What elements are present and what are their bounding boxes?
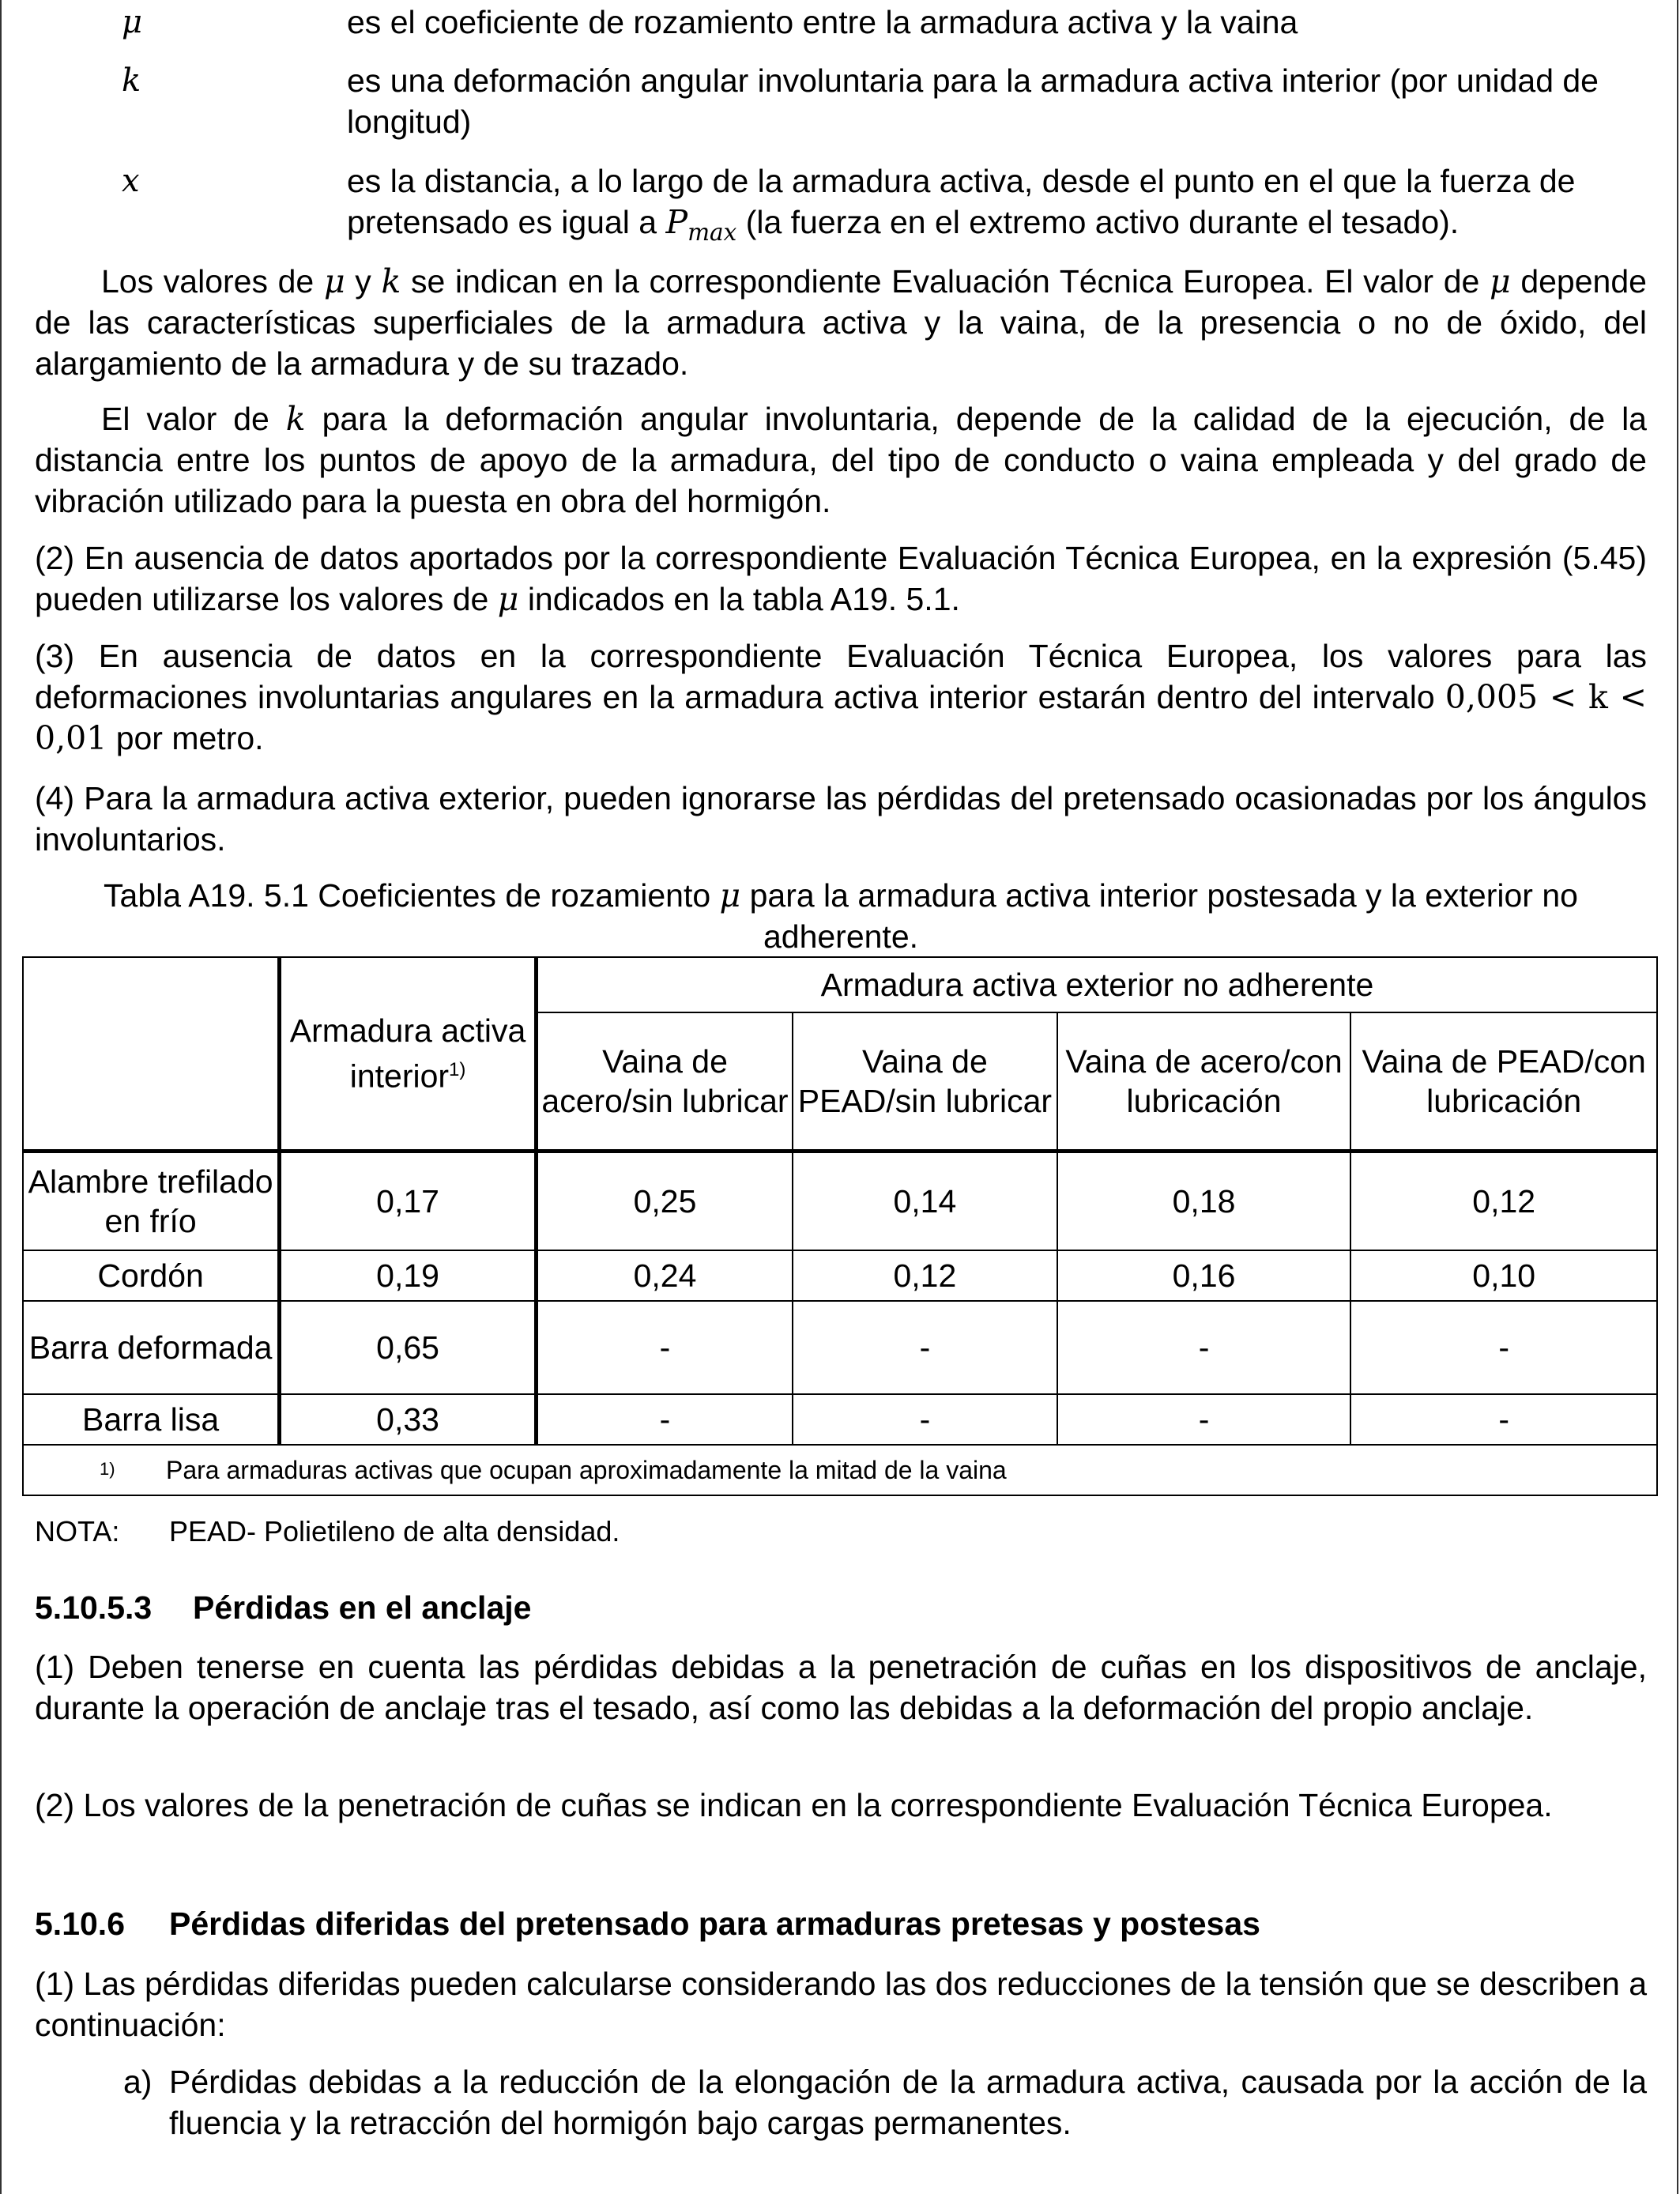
table-row [23, 1301, 1657, 1394]
table-cell: 0,33 [280, 1394, 537, 1445]
table-cell: 0,24 [536, 1250, 793, 1301]
table-footnote: 1) Para armaduras activas que ocupan aproximadamente la mitad de la vaina [23, 1445, 1657, 1495]
table-cell: - [536, 1394, 793, 1445]
table-cell: 0,18 [1057, 1151, 1351, 1250]
definition-x [35, 160, 1647, 253]
table-cell: - [1350, 1394, 1657, 1445]
header-col-3: Vaina de acero/con lubricación [1057, 1012, 1351, 1151]
table-cell: - [1350, 1301, 1657, 1394]
definition-mu [35, 2, 1647, 43]
table-cell: 0,19 [280, 1250, 537, 1301]
table-cell: - [1057, 1301, 1351, 1394]
section-heading-5-10-5-3: 5.10.5.3 Pérdidas en el anclaje [35, 1589, 532, 1626]
header-col-4: Vaina de PEAD/con lubricación [1350, 1012, 1657, 1151]
row-label: Cordón [23, 1250, 280, 1301]
friction-coefficient-table [22, 956, 1658, 1496]
table-cell: 0,14 [793, 1151, 1057, 1250]
table-cell: 0,16 [1057, 1250, 1351, 1301]
table-cell: 0,10 [1350, 1250, 1657, 1301]
definition-k [35, 60, 1647, 142]
paragraph-2: (2) En ausencia de datos aportados por la correspondiente Evaluación Técnica Europea, en la expresión (5.45) pueden utilizarse los valores de μ indicados en la tabla A19. 5.1. [35, 540, 1647, 618]
definition-text: es la distancia, a lo largo de la armadura activa, desde el punto en el que la fuerza de pretensado es igual a $P_{max}$ (la fuerza en el extremo activo durante el tesado). [347, 163, 1576, 246]
section2-paragraph-1: (1) Las pérdidas diferidas pueden calcularse considerando las dos reducciones de la tensión que se describen a continuación: [35, 1966, 1647, 2043]
row-label: Barra lisa [23, 1394, 280, 1445]
definition-symbol: k [122, 62, 141, 99]
header-group-exterior: Armadura activa exterior no adherente [536, 957, 1657, 1012]
row-label: Barra deformada [23, 1301, 280, 1394]
nota: NOTA: PEAD- Polietileno de alta densidad. [35, 1515, 620, 1547]
table-cell: 0,12 [1350, 1151, 1657, 1250]
table-row [23, 1250, 1657, 1301]
table-cell: - [536, 1301, 793, 1394]
table-cell: 0,17 [280, 1151, 537, 1250]
definition-symbol: x [122, 163, 140, 199]
table-row [23, 1151, 1657, 1250]
table-cell: 0,12 [793, 1250, 1057, 1301]
table-footnote-row [23, 1445, 1657, 1495]
pmax-symbol: $P_{max}$ [665, 203, 737, 246]
paragraph-4: (4) Para la armadura activa exterior, pueden ignorarse las pérdidas del pretensado ocasionadas por los ángulos involuntarios. [35, 780, 1647, 858]
definition-text: es una deformación angular involuntaria para la armadura activa interior (por unidad de longitud) [347, 62, 1599, 140]
definition-text: es el coeficiente de rozamiento entre la armadura activa y la vaina [347, 4, 1298, 40]
table-caption: Tabla A19. 5.1 Coeficientes de rozamiento μ para la armadura activa interior postesada y la exterior no adherente. [104, 876, 1578, 955]
paragraph-k-value: El valor de k para la deformación angular involuntaria, depende de la calidad de la ejecución, de la distancia entre los puntos de apoyo de la armadura, del tipo de conducto o vaina empleada y del grado de vibración utilizado para la puesta en obra del hormigón. [35, 400, 1647, 519]
table-cell: 0,65 [280, 1301, 537, 1394]
list-item-a: a) Pérdidas debidas a la reducción de la elongación de la armadura activa, causada por la acción de la fluencia y la retracción del hormigón bajo cargas permanentes. [123, 2064, 1647, 2141]
section-heading-5-10-6: 5.10.6 Pérdidas diferidas del pretensado para armaduras pretesas y postesas [35, 1906, 1260, 1942]
table-cell: - [793, 1301, 1057, 1394]
definition-symbol: μ [122, 4, 142, 40]
header-col-1: Vaina de acero/sin lubricar [536, 1012, 793, 1151]
k-interval-formula: 0,005 < k < 0,01 [35, 678, 1647, 757]
section1-paragraph-1: (1) Deben tenerse en cuenta las pérdidas debidas a la penetración de cuñas en los dispositivos de anclaje, durante la operación de anclaje tras el tesado, así como las debidas a la deformación del propio anclaje. [35, 1649, 1647, 1726]
table-row [23, 1394, 1657, 1445]
table-cell: - [793, 1394, 1057, 1445]
paragraph-mu-k-values: Los valores de μ y k se indican en la correspondiente Evaluación Técnica Europea. El valor de μ depende de las características superficiales de la armadura activa y la vaina, de la presencia o no de óxido, del alargamiento de la armadura y de su trazado. [35, 262, 1647, 382]
table-cell: - [1057, 1394, 1351, 1445]
header-col-2: Vaina de PEAD/sin lubricar [793, 1012, 1057, 1151]
paragraph-3: (3) En ausencia de datos en la correspondiente Evaluación Técnica Europea, los valores para las deformaciones involuntarias angulares en la armadura activa interior estarán dentro del intervalo 0,005 < k < 0,01 por metro. [35, 638, 1647, 757]
table-corner-cell [23, 957, 280, 1151]
table-cell: 0,25 [536, 1151, 793, 1250]
header-interior: Armadura activa interior$^{1)}$ [280, 957, 537, 1151]
row-label: Alambre trefilado en frío [23, 1151, 280, 1250]
section1-paragraph-2: (2) Los valores de la penetración de cuñas se indican en la correspondiente Evaluación Técnica Europea. [35, 1787, 1553, 1823]
